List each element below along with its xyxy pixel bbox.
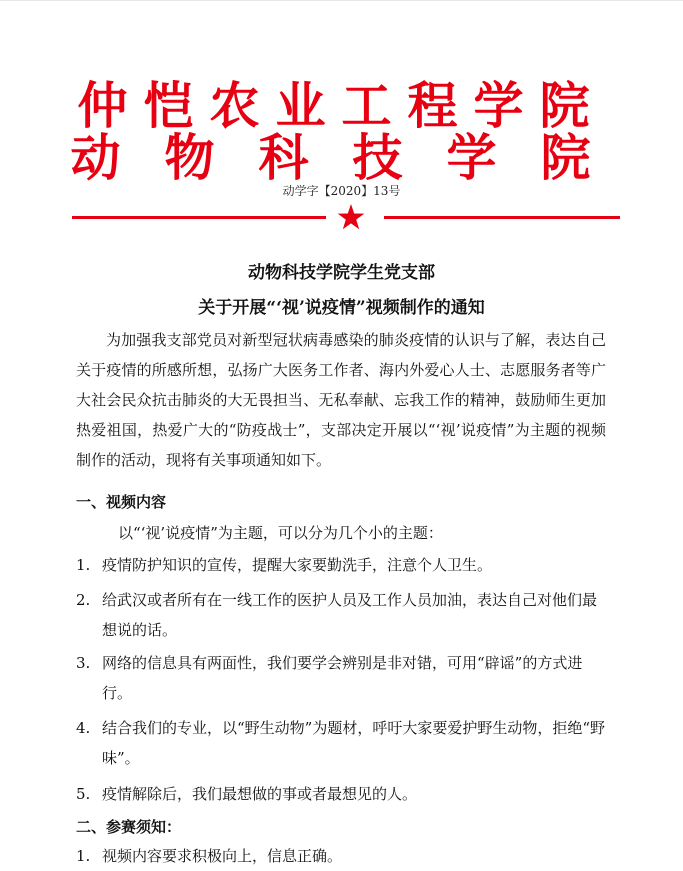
- red-rule-right: [384, 216, 620, 219]
- list-item: [76, 585, 606, 645]
- list-item-number: 1.: [76, 847, 91, 865]
- section-2-heading: 二、参赛须知：: [76, 818, 182, 836]
- list-item-number: 5.: [76, 785, 91, 803]
- list-item-number: 1.: [76, 556, 91, 574]
- list-item-number: 3.: [76, 654, 91, 672]
- list-item-text: 疫情解除后，我们最想做的事或者最想见的人。: [102, 785, 418, 803]
- document-number: 动学字【2020】13号: [282, 184, 401, 198]
- list-item: [76, 550, 606, 580]
- list-item-number: 4.: [76, 719, 91, 737]
- letterhead-line-2: 动物科技学院: [70, 129, 635, 187]
- list-item-text: 结合我们的专业，以“野生动物”为题材，呼吁大家要爱护野生动物，拒绝“野味”。: [102, 719, 606, 767]
- list-item-text: 网络的信息具有两面性，我们要学会辨别是非对错，可用“辟谣”的方式进行。: [102, 654, 583, 702]
- list-item: [76, 713, 606, 773]
- list-item: [76, 648, 606, 708]
- notice-title-line-2: 关于开展“‘视’说疫情”视频制作的通知: [198, 298, 485, 318]
- intro-paragraph: 为加强我支部党员对新型冠状病毒感染的肺炎疫情的认识与了解，表达自己关于疫情的所感所想，弘扬广大医务工作者、海内外爱心人士、志愿服务者等广大社会民众抗击肺炎的大无畏担当、无私奉献、忘我工作的精神，鼓励师生更加热爱祖国，热爱广大的“防疫战士”，支部决定开展以“‘视’说疫情”为主题的视频制作的活动，现将有关事项通知如下。: [76, 331, 606, 469]
- red-rule-left: [72, 216, 326, 219]
- top-border: [0, 0, 683, 1]
- list-item-number: 2.: [76, 591, 91, 609]
- notice-title-line-1: 动物科技学院学生党支部: [248, 263, 435, 283]
- section-1-lead: 以“‘视’说疫情”为主题，可以分为几个小的主题：: [118, 524, 443, 542]
- list-item-text: 给武汉或者所有在一线工作的医护人员及工作人员加油，表达自己对他们最想说的话。: [102, 591, 598, 639]
- list-item-text: 疫情防护知识的宣传，提醒大家要勤洗手，注意个人卫生。: [102, 556, 493, 574]
- list-item-text: 视频内容要求积极向上，信息正确。: [102, 847, 343, 865]
- list-item: [76, 779, 606, 809]
- letterhead-line-1: 仲恺农业工程学院: [77, 77, 606, 135]
- red-star-icon: [337, 203, 365, 231]
- section-1-heading: 一、视频内容: [76, 493, 167, 511]
- list-item: [76, 841, 606, 871]
